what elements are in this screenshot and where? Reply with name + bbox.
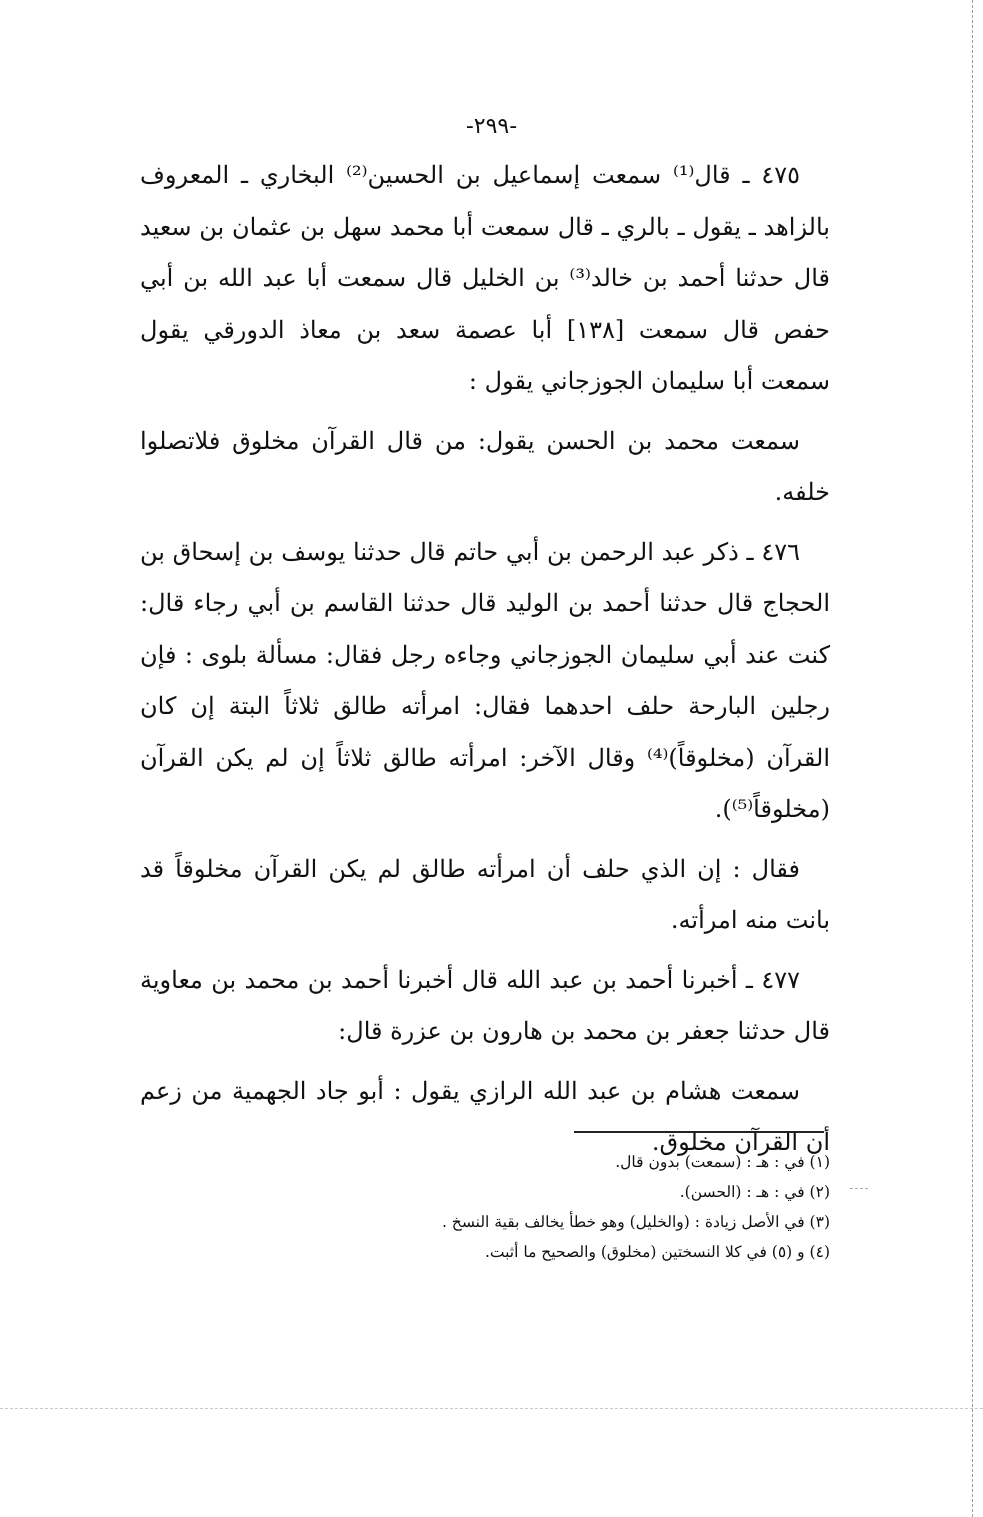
paragraph-answer: فقال : إن الذي حلف أن امرأته طالق لم يكن القرآن مخلوقاً قد بانت منه امرأته. <box>140 854 830 934</box>
paragraph-quote-2: سمعت هشام بن عبد الله الرازي يقول : أبو جاد الجهمية من زعم أن القرآن مخلوق. <box>140 1076 830 1156</box>
scan-edge-line <box>972 0 973 1517</box>
footnote-3: (٣) في الأصل زيادة : (والخليل) وهو خطأ يخالف بقية النسخ . <box>441 1213 830 1231</box>
footnote-4-5: (٤) و (٥) في كلا النسختين (مخلوق) والصحيح ما أثبت. <box>484 1243 830 1261</box>
paragraph-476: ٤٧٦ ـ ذكر عبد الرحمن بن أبي حاتم قال حدثنا يوسف بن إسحاق بن الحجاج قال حدثنا أحمد بن الوليد قال حدثنا القاسم بن أبي رجاء قال: كنت عند أبي سليمان الجوزجاني وجاءه رجل فقال: مسألة بلوى : فإن رجلين البارحة حلف احدهما فقال: امرأته طالق ثلاثاً البتة إن كان القرآن (مخلوقاً)⁽⁴⁾ وقال الآخر: امرأته طالق ثلاثاً إن لم يكن القرآن (مخلوقاً⁽⁵⁾). <box>140 537 830 823</box>
main-text <box>140 150 830 1177</box>
footnote-divider <box>574 1131 824 1133</box>
footnotes <box>290 1147 830 1267</box>
footnote-2: (٢) في : هـ : (الحسن). <box>679 1183 830 1201</box>
page-number: -٢٩٩- <box>465 114 518 139</box>
scan-speck <box>850 1188 868 1189</box>
paragraph-475: ٤٧٥ ـ قال⁽¹⁾ سمعت إسماعيل بن الحسين⁽²⁾ البخاري ـ المعروف بالزاهد ـ يقول ـ بالري ـ قال سمعت أبا محمد سهل بن عثمان بن سعيد قال حدثنا أحمد بن خالد⁽³⁾ بن الخليل قال سمعت أبا عبد الله بن أبي حفص قال سمعت [١٣٨] أبا عصمة سعد بن معاذ الدورقي يقول سمعت أبا سليمان الجوزجاني يقول : <box>140 161 831 395</box>
scan-bottom-line <box>0 1408 983 1409</box>
paragraph-477: ٤٧٧ ـ أخبرنا أحمد بن عبد الله قال أخبرنا أحمد بن محمد بن معاوية قال حدثنا جعفر بن محمد بن هارون بن عزرة قال: <box>140 965 830 1045</box>
paragraph-quote-1: سمعت محمد بن الحسن يقول: من قال القرآن مخلوق فلاتصلوا خلفه. <box>140 426 830 506</box>
footnote-1: (١) في : هـ : (سمعت) بدون قال. <box>615 1153 830 1171</box>
